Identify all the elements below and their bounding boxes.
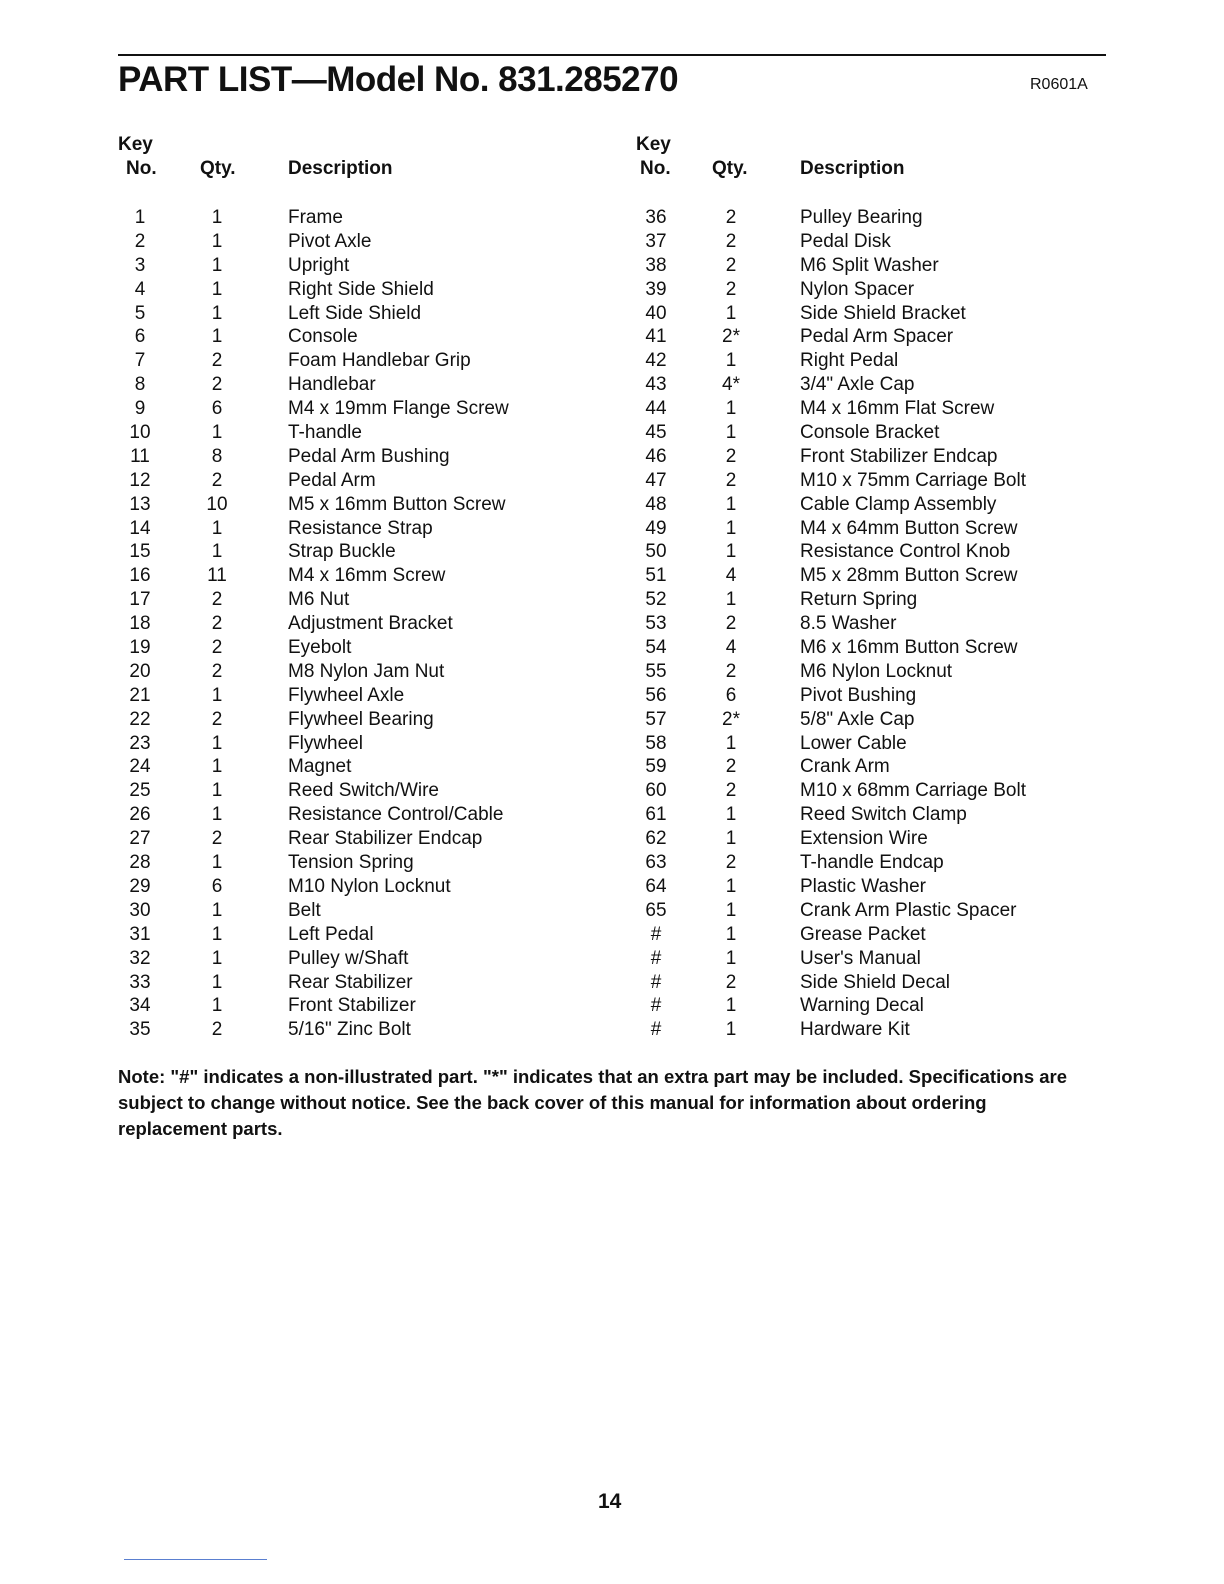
description: Magnet <box>288 756 352 778</box>
description: Side Shield Bracket <box>800 302 966 324</box>
key-header-line2: No. <box>126 158 157 179</box>
key-number: 60 <box>645 780 667 802</box>
top-rule <box>118 54 1106 56</box>
description: Right Side Shield <box>288 278 434 300</box>
description: Left Side Shield <box>288 302 422 324</box>
description: Crank Arm <box>800 756 890 778</box>
key-number: 53 <box>645 613 667 635</box>
quantity: 2 <box>211 350 223 372</box>
description: Flywheel Axle <box>288 684 405 706</box>
description: Pedal Disk <box>800 230 891 252</box>
description: M8 Nylon Jam Nut <box>288 660 445 682</box>
quantity: 1 <box>211 780 223 802</box>
quantity: 1 <box>211 278 223 300</box>
key-number: 49 <box>645 517 667 539</box>
description: Pulley Bearing <box>800 207 923 228</box>
description: Handlebar <box>288 374 376 396</box>
description: M10 x 68mm Carriage Bolt <box>800 780 1026 802</box>
quantity: 6 <box>211 398 223 420</box>
key-number: 3 <box>134 254 146 276</box>
quantity: 2 <box>725 852 737 874</box>
quantity: 1 <box>725 923 737 945</box>
key-number: 13 <box>129 493 151 515</box>
quantity: 1 <box>725 1019 737 1041</box>
key-number: 61 <box>645 804 667 826</box>
description: Extension Wire <box>800 828 928 850</box>
page-number: 14 <box>598 1490 622 1513</box>
quantity: 1 <box>725 422 737 444</box>
quantity: 6 <box>725 684 737 706</box>
key-number: # <box>650 971 662 993</box>
key-number: 6 <box>134 326 146 348</box>
key-number: 18 <box>129 613 151 635</box>
key-number: 35 <box>129 1019 151 1041</box>
description: Front Stabilizer Endcap <box>800 445 998 467</box>
quantity: 2 <box>725 469 737 491</box>
key-number: 12 <box>129 469 151 491</box>
key-number: # <box>650 995 662 1017</box>
quantity: 1 <box>725 875 737 897</box>
quantity: 2 <box>211 469 223 491</box>
key-header-line2: No. <box>640 158 671 179</box>
quantity: 2 <box>211 660 223 682</box>
key-number: 50 <box>645 541 667 563</box>
description: Reed Switch/Wire <box>288 780 439 802</box>
key-number: 7 <box>134 350 146 372</box>
key-number: 59 <box>645 756 667 778</box>
key-number: 26 <box>129 804 151 826</box>
quantity: 1 <box>211 923 223 945</box>
key-number: 55 <box>645 660 667 682</box>
quantity: 4 <box>725 637 737 659</box>
key-number: 20 <box>129 660 151 682</box>
quantity: 2 <box>211 828 223 850</box>
description: Pedal Arm Bushing <box>288 445 450 467</box>
key-number: 34 <box>129 995 151 1017</box>
description: Right Pedal <box>800 350 899 372</box>
quantity: 2 <box>725 660 737 682</box>
qty-header: Qty. <box>712 158 748 179</box>
description: Upright <box>288 254 350 276</box>
key-number: 10 <box>129 422 151 444</box>
document-code: R0601A <box>1030 76 1088 93</box>
quantity: 1 <box>211 947 223 969</box>
description: M6 x 16mm Button Screw <box>800 637 1018 659</box>
quantity: 2* <box>722 708 740 730</box>
description: Belt <box>288 899 321 921</box>
quantity: 2 <box>725 207 737 228</box>
key-number: 54 <box>645 637 667 659</box>
quantity: 10 <box>206 493 228 515</box>
quantity: 2 <box>725 278 737 300</box>
key-number: 4 <box>134 278 146 300</box>
description: T-handle <box>288 422 362 444</box>
quantity: 1 <box>211 254 223 276</box>
key-number: 47 <box>645 469 667 491</box>
quantity: 1 <box>725 589 737 611</box>
quantity: 1 <box>725 995 737 1017</box>
quantity: 1 <box>725 517 737 539</box>
quantity: 1 <box>725 828 737 850</box>
key-number: 42 <box>645 350 667 372</box>
key-number: 24 <box>129 756 151 778</box>
description: Resistance Control Knob <box>800 541 1011 563</box>
quantity: 1 <box>725 350 737 372</box>
description: User's Manual <box>800 947 921 969</box>
description: M6 Split Washer <box>800 254 939 276</box>
key-number: 27 <box>129 828 151 850</box>
quantity: 2 <box>725 613 737 635</box>
quantity: 2 <box>211 374 223 396</box>
description: Pedal Arm Spacer <box>800 326 954 348</box>
description: Pedal Arm <box>288 469 376 491</box>
key-number: 25 <box>129 780 151 802</box>
description: Eyebolt <box>288 637 352 659</box>
key-number: 64 <box>645 875 667 897</box>
description: Rear Stabilizer <box>288 971 413 993</box>
key-number: 40 <box>645 302 667 324</box>
quantity: 8 <box>211 445 223 467</box>
description: M10 Nylon Locknut <box>288 875 451 897</box>
description: Warning Decal <box>800 995 924 1017</box>
description: Resistance Strap <box>288 517 433 539</box>
key-number: 2 <box>134 230 146 252</box>
quantity: 1 <box>725 947 737 969</box>
quantity: 1 <box>211 971 223 993</box>
description: M4 x 16mm Screw <box>288 565 446 587</box>
quantity: 1 <box>725 804 737 826</box>
description: M5 x 16mm Button Screw <box>288 493 506 515</box>
key-number: 9 <box>134 398 146 420</box>
key-number: 39 <box>645 278 667 300</box>
quantity: 2 <box>211 613 223 635</box>
description: Front Stabilizer <box>288 995 416 1017</box>
key-number: 36 <box>645 207 667 228</box>
description: Flywheel <box>288 732 363 754</box>
key-number: 11 <box>130 445 150 467</box>
key-number: 28 <box>129 852 151 874</box>
key-number: 56 <box>645 684 667 706</box>
description: Pulley w/Shaft <box>288 947 409 969</box>
description: Strap Buckle <box>288 541 396 563</box>
key-number: 23 <box>129 732 151 754</box>
key-number: # <box>650 1019 662 1041</box>
quantity: 1 <box>211 230 223 252</box>
quantity: 6 <box>211 875 223 897</box>
page-title: PART LIST—Model No. 831.285270 <box>118 60 679 99</box>
description: 8.5 Washer <box>800 613 897 635</box>
quantity: 2 <box>725 971 737 993</box>
key-number: 8 <box>134 374 146 396</box>
key-number: 45 <box>645 422 667 444</box>
quantity: 2 <box>211 1019 223 1041</box>
quantity: 4* <box>722 374 740 396</box>
quantity: 1 <box>725 302 737 324</box>
key-number: 22 <box>129 708 151 730</box>
quantity: 1 <box>725 398 737 420</box>
quantity: 1 <box>211 541 223 563</box>
description: Lower Cable <box>800 732 907 754</box>
key-number: 65 <box>645 899 667 921</box>
key-number: 5 <box>134 302 146 324</box>
key-number: # <box>650 947 662 969</box>
description: Left Pedal <box>288 923 374 945</box>
footer-line <box>124 1559 267 1560</box>
key-number: 63 <box>645 852 667 874</box>
key-number: 37 <box>645 230 667 252</box>
description: M4 x 16mm Flat Screw <box>800 398 995 420</box>
description: 5/8" Axle Cap <box>800 708 915 730</box>
key-number: 48 <box>645 493 667 515</box>
description: 3/4" Axle Cap <box>800 374 915 396</box>
key-number: 57 <box>645 708 667 730</box>
description: Frame <box>288 207 343 228</box>
quantity: 11 <box>207 565 227 587</box>
key-number: 15 <box>129 541 151 563</box>
key-number: 14 <box>129 517 151 539</box>
key-number: 62 <box>645 828 667 850</box>
description: M6 Nut <box>288 589 350 611</box>
description: Rear Stabilizer Endcap <box>288 828 483 850</box>
key-number: 38 <box>645 254 667 276</box>
quantity: 2 <box>725 780 737 802</box>
description: Tension Spring <box>288 852 414 874</box>
description: Crank Arm Plastic Spacer <box>800 899 1017 921</box>
description: Cable Clamp Assembly <box>800 493 997 515</box>
description: Reed Switch Clamp <box>800 804 967 826</box>
description: M4 x 64mm Button Screw <box>800 517 1018 539</box>
quantity: 2 <box>725 445 737 467</box>
key-number: 46 <box>645 445 667 467</box>
description: Side Shield Decal <box>800 971 950 993</box>
key-number: 29 <box>129 875 151 897</box>
key-number: 32 <box>129 947 151 969</box>
quantity: 1 <box>211 852 223 874</box>
quantity: 4 <box>725 565 737 587</box>
description: Return Spring <box>800 589 918 611</box>
key-header-line1: Key <box>118 134 153 155</box>
quantity: 1 <box>211 302 223 324</box>
quantity: 2 <box>211 637 223 659</box>
quantity: 1 <box>725 899 737 921</box>
quantity: 2 <box>725 230 737 252</box>
quantity: 2 <box>211 589 223 611</box>
description: M5 x 28mm Button Screw <box>800 565 1018 587</box>
quantity: 2 <box>211 708 223 730</box>
quantity: 1 <box>211 804 223 826</box>
key-number: 43 <box>645 374 667 396</box>
key-header-line1: Key <box>636 134 671 155</box>
footnote: Note: "#" indicates a non-illustrated part. "*" indicates that an extra part may be included. Specifications are subject to change without notice. See the back cover of this manual for information about ordering replacement parts. <box>118 1066 1068 1139</box>
key-number: 19 <box>129 637 151 659</box>
key-number: 41 <box>645 326 667 348</box>
description: Console <box>288 326 358 348</box>
key-number: 33 <box>129 971 151 993</box>
quantity: 1 <box>211 684 223 706</box>
key-number: # <box>650 923 662 945</box>
description-header: Description <box>288 158 393 179</box>
quantity: 1 <box>211 899 223 921</box>
quantity: 1 <box>211 756 223 778</box>
description: Resistance Control/Cable <box>288 804 504 826</box>
key-number: 44 <box>645 398 667 420</box>
description: M4 x 19mm Flange Screw <box>288 398 509 420</box>
description: Nylon Spacer <box>800 278 915 300</box>
description: Pivot Bushing <box>800 684 917 706</box>
key-number: 1 <box>134 207 146 228</box>
quantity: 1 <box>211 995 223 1017</box>
description: M10 x 75mm Carriage Bolt <box>800 469 1026 491</box>
description: Grease Packet <box>800 923 926 945</box>
description-header: Description <box>800 158 905 179</box>
quantity: 2* <box>722 326 740 348</box>
quantity: 1 <box>211 422 223 444</box>
description: Plastic Washer <box>800 875 926 897</box>
description: Flywheel Bearing <box>288 708 434 730</box>
key-number: 58 <box>645 732 667 754</box>
quantity: 1 <box>725 732 737 754</box>
description: Hardware Kit <box>800 1019 910 1041</box>
quantity: 1 <box>211 517 223 539</box>
key-number: 16 <box>129 565 151 587</box>
description: Foam Handlebar Grip <box>288 350 471 372</box>
quantity: 1 <box>725 493 737 515</box>
quantity: 1 <box>211 732 223 754</box>
quantity: 2 <box>725 254 737 276</box>
key-number: 21 <box>129 684 151 706</box>
description: Pivot Axle <box>288 230 372 252</box>
description: 5/16" Zinc Bolt <box>288 1019 411 1041</box>
key-number: 30 <box>129 899 151 921</box>
key-number: 51 <box>645 565 667 587</box>
description: Console Bracket <box>800 422 940 444</box>
key-number: 17 <box>129 589 151 611</box>
description: Adjustment Bracket <box>288 613 453 635</box>
quantity: 1 <box>211 207 223 228</box>
key-number: 52 <box>645 589 667 611</box>
qty-header: Qty. <box>200 158 236 179</box>
quantity: 1 <box>211 326 223 348</box>
quantity: 2 <box>725 756 737 778</box>
description: T-handle Endcap <box>800 852 944 874</box>
description: M6 Nylon Locknut <box>800 660 953 682</box>
key-number: 31 <box>129 923 151 945</box>
quantity: 1 <box>725 541 737 563</box>
